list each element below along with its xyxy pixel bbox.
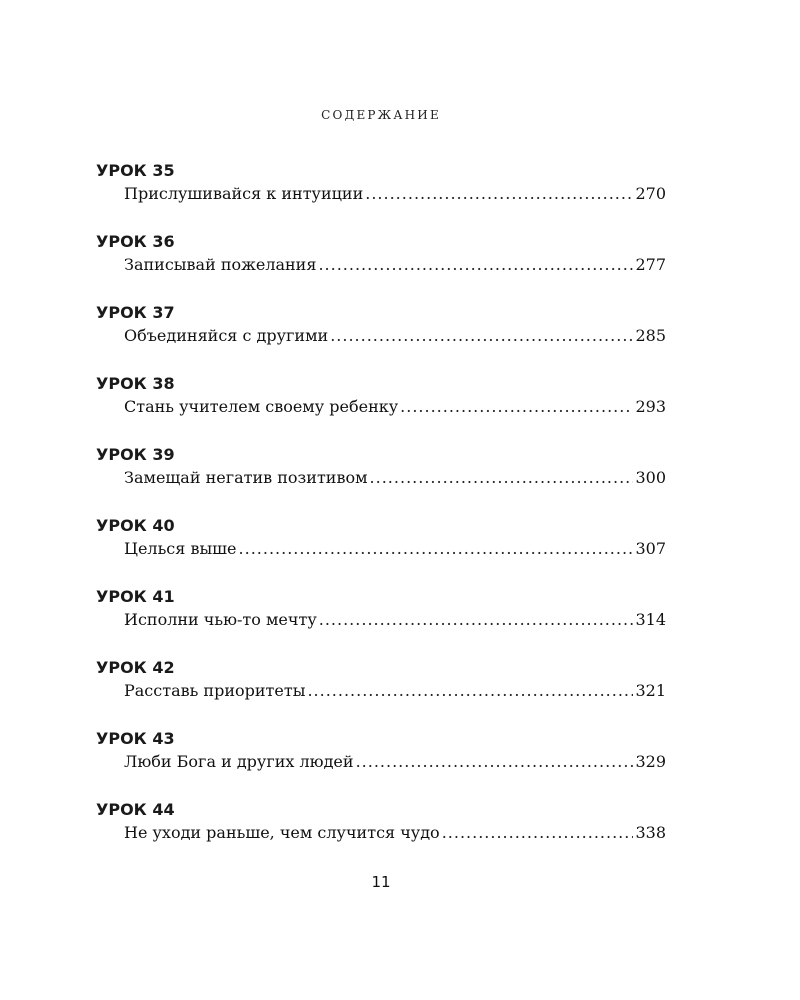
toc-entry <box>96 445 666 516</box>
page-number: 11 <box>371 873 391 891</box>
toc-entry <box>96 729 666 800</box>
dot-leader <box>370 467 634 489</box>
dot-leader <box>319 609 634 631</box>
lesson-number: УРОК 40 <box>96 516 175 535</box>
page-reference: 277 <box>635 255 666 274</box>
toc-entry <box>96 374 666 445</box>
page-reference: 285 <box>635 326 666 345</box>
lesson-title: Целься выше <box>124 539 237 558</box>
lesson-number: УРОК 43 <box>96 729 175 748</box>
page-reference: 314 <box>635 610 666 629</box>
dot-leader <box>400 396 633 418</box>
page-reference: 270 <box>635 184 666 203</box>
toc-line <box>124 467 666 489</box>
toc-entry <box>96 800 666 871</box>
lesson-number: УРОК 37 <box>96 303 175 322</box>
lesson-number: УРОК 41 <box>96 587 175 606</box>
toc-line <box>124 822 666 844</box>
toc-line <box>124 254 666 276</box>
toc-line <box>124 396 666 418</box>
lesson-number: УРОК 44 <box>96 800 175 819</box>
section-title: СОДЕРЖАНИЕ <box>321 108 441 122</box>
lesson-title: Расставь приоритеты <box>124 681 306 700</box>
page-reference: 329 <box>635 752 666 771</box>
lesson-number: УРОК 38 <box>96 374 175 393</box>
toc-entry <box>96 161 666 232</box>
page-reference: 293 <box>635 397 666 416</box>
page-reference: 307 <box>635 539 666 558</box>
lesson-title: Прислушивайся к интуиции <box>124 184 364 203</box>
page-reference: 300 <box>635 468 666 487</box>
dot-leader <box>307 680 633 702</box>
page-reference: 321 <box>635 681 666 700</box>
lesson-title: Люби Бога и других людей <box>124 752 354 771</box>
lesson-title: Объединяйся с другими <box>124 326 329 345</box>
toc-entry <box>96 587 666 658</box>
toc-line <box>124 183 666 205</box>
toc-entry <box>96 516 666 587</box>
lesson-title: Замещай негатив позитивом <box>124 468 368 487</box>
toc-entry <box>96 303 666 374</box>
toc-entry <box>96 232 666 303</box>
dot-leader <box>442 822 634 844</box>
lesson-title: Исполни чью-то мечту <box>124 610 317 629</box>
page-reference: 338 <box>635 823 666 842</box>
toc-line <box>124 325 666 347</box>
dot-leader <box>365 183 633 205</box>
lesson-title: Стань учителем своему ребенку <box>124 397 399 416</box>
lesson-number: УРОК 35 <box>96 161 175 180</box>
toc-line <box>124 609 666 631</box>
toc-line <box>124 680 666 702</box>
toc-line <box>124 751 666 773</box>
lesson-title: Записывай пожелания <box>124 255 317 274</box>
lesson-number: УРОК 39 <box>96 445 175 464</box>
lesson-title: Не уходи раньше, чем случится чудо <box>124 823 440 842</box>
dot-leader <box>330 325 633 347</box>
dot-leader <box>239 538 634 560</box>
table-of-contents <box>96 161 666 871</box>
dot-leader <box>318 254 633 276</box>
lesson-number: УРОК 42 <box>96 658 175 677</box>
lesson-number: УРОК 36 <box>96 232 175 251</box>
toc-line <box>124 538 666 560</box>
toc-entry <box>96 658 666 729</box>
dot-leader <box>356 751 634 773</box>
